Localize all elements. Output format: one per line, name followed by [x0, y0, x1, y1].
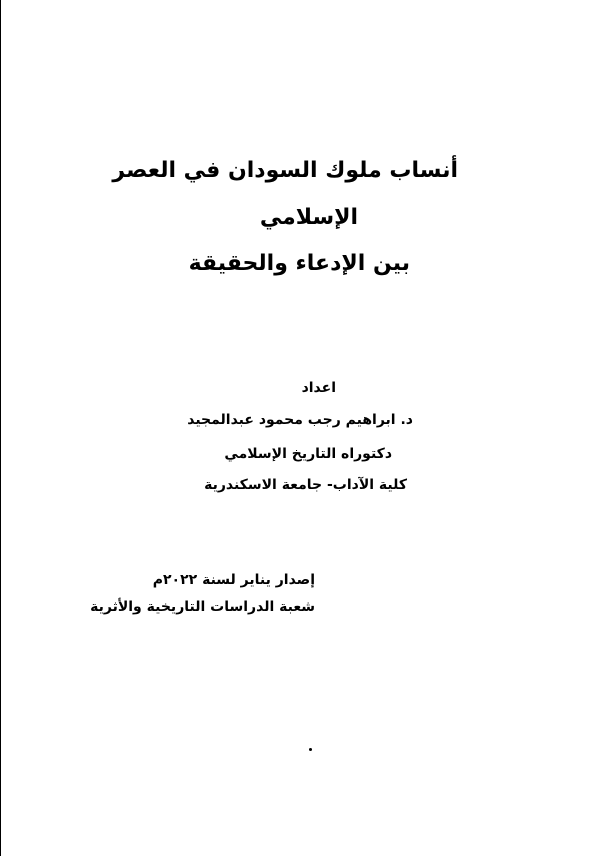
- prepared-by-label: اعداد: [301, 380, 336, 396]
- publication-issue: إصدار يناير لسنة ٢٠٢٢م: [152, 572, 315, 588]
- author-name: د. ابراهيم رجب محمود عبدالمجيد: [187, 412, 413, 428]
- title-line-1: أنساب ملوك السودان في العصر: [112, 158, 458, 183]
- page-left-border: [0, 0, 1, 856]
- page-dot-mark: [309, 748, 312, 751]
- publication-division: شعبة الدراسات التاريخية والأثرية: [90, 599, 315, 615]
- author-degree: دكتوراه التاريخ الإسلامي: [224, 446, 392, 462]
- author-affiliation: كلية الآداب- جامعة الاسكندرية: [204, 477, 407, 493]
- title-line-2: الإسلامي: [259, 205, 358, 230]
- title-line-3: بين الإدعاء والحقيقة: [188, 251, 410, 276]
